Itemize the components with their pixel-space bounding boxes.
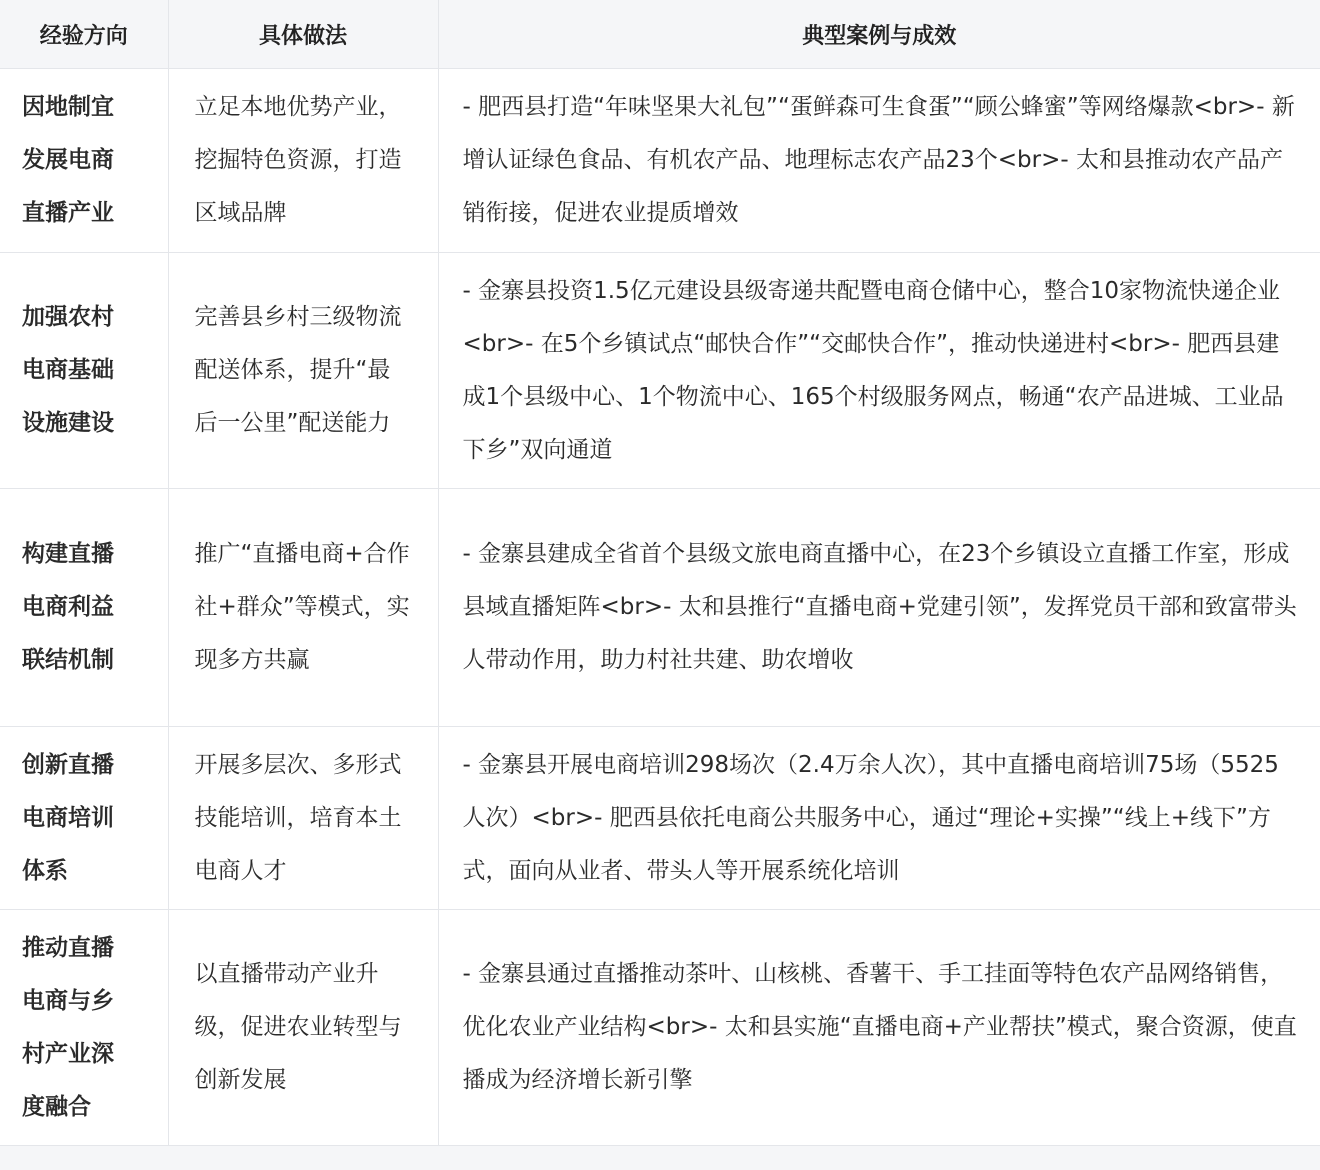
result-cell: - 金寨县投资1.5亿元建设县级寄递共配暨电商仓储中心，整合10家物流快递企业<br>- 在5个乡镇试点“邮快合作”“交邮快合作”，推动快递进村<br>- 肥西县建成1个县级中心、1个物流中心、165个村级服务网点，畅通“农产品进城、工业品下乡”双向通道	[438, 253, 1320, 489]
direction-cell: 加强农村电商基础设施建设	[0, 253, 168, 489]
header-direction: 经验方向	[0, 0, 168, 69]
table-row	[0, 69, 1320, 253]
direction-cell: 推动直播电商与乡村产业深度融合	[0, 910, 168, 1146]
table-row	[0, 489, 1320, 727]
method-cell: 立足本地优势产业，挖掘特色资源，打造区域品牌	[168, 69, 438, 253]
header-method: 具体做法	[168, 0, 438, 69]
table-row	[0, 727, 1320, 910]
result-cell: - 金寨县通过直播推动茶叶、山核桃、香薯干、手工挂面等特色农产品网络销售，优化农业产业结构<br>- 太和县实施“直播电商+产业帮扶”模式，聚合资源，使直播成为经济增长新引擎	[438, 910, 1320, 1146]
result-cell: - 金寨县建成全省首个县级文旅电商直播中心，在23个乡镇设立直播工作室，形成县域直播矩阵<br>- 太和县推行“直播电商+党建引领”，发挥党员干部和致富带头人带动作用，助力村社共建、助农增收	[438, 489, 1320, 727]
table-footer-strip	[0, 1146, 1320, 1170]
result-cell: - 肥西县打造“年味坚果大礼包”“蛋鲜森可生食蛋”“顾公蜂蜜”等网络爆款<br>- 新增认证绿色食品、有机农产品、地理标志农产品23个<br>- 太和县推动农产品产销衔接，促进农业提质增效	[438, 69, 1320, 253]
direction-cell: 因地制宜发展电商直播产业	[0, 69, 168, 253]
result-cell: - 金寨县开展电商培训298场次（2.4万余人次），其中直播电商培训75场（5525人次）<br>- 肥西县依托电商公共服务中心，通过“理论+实操”“线上+线下”方式，面向从业者、带头人等开展系统化培训	[438, 727, 1320, 910]
table-row	[0, 253, 1320, 489]
method-cell: 开展多层次、多形式技能培训，培育本土电商人才	[168, 727, 438, 910]
method-cell: 推广“直播电商+合作社+群众”等模式，实现多方共赢	[168, 489, 438, 727]
method-cell: 完善县乡村三级物流配送体系，提升“最后一公里”配送能力	[168, 253, 438, 489]
table-row	[0, 910, 1320, 1146]
direction-cell: 创新直播电商培训体系	[0, 727, 168, 910]
direction-cell: 构建直播电商利益联结机制	[0, 489, 168, 727]
header-result: 典型案例与成效	[438, 0, 1320, 69]
table-header-row	[0, 0, 1320, 69]
method-cell: 以直播带动产业升级，促进农业转型与创新发展	[168, 910, 438, 1146]
